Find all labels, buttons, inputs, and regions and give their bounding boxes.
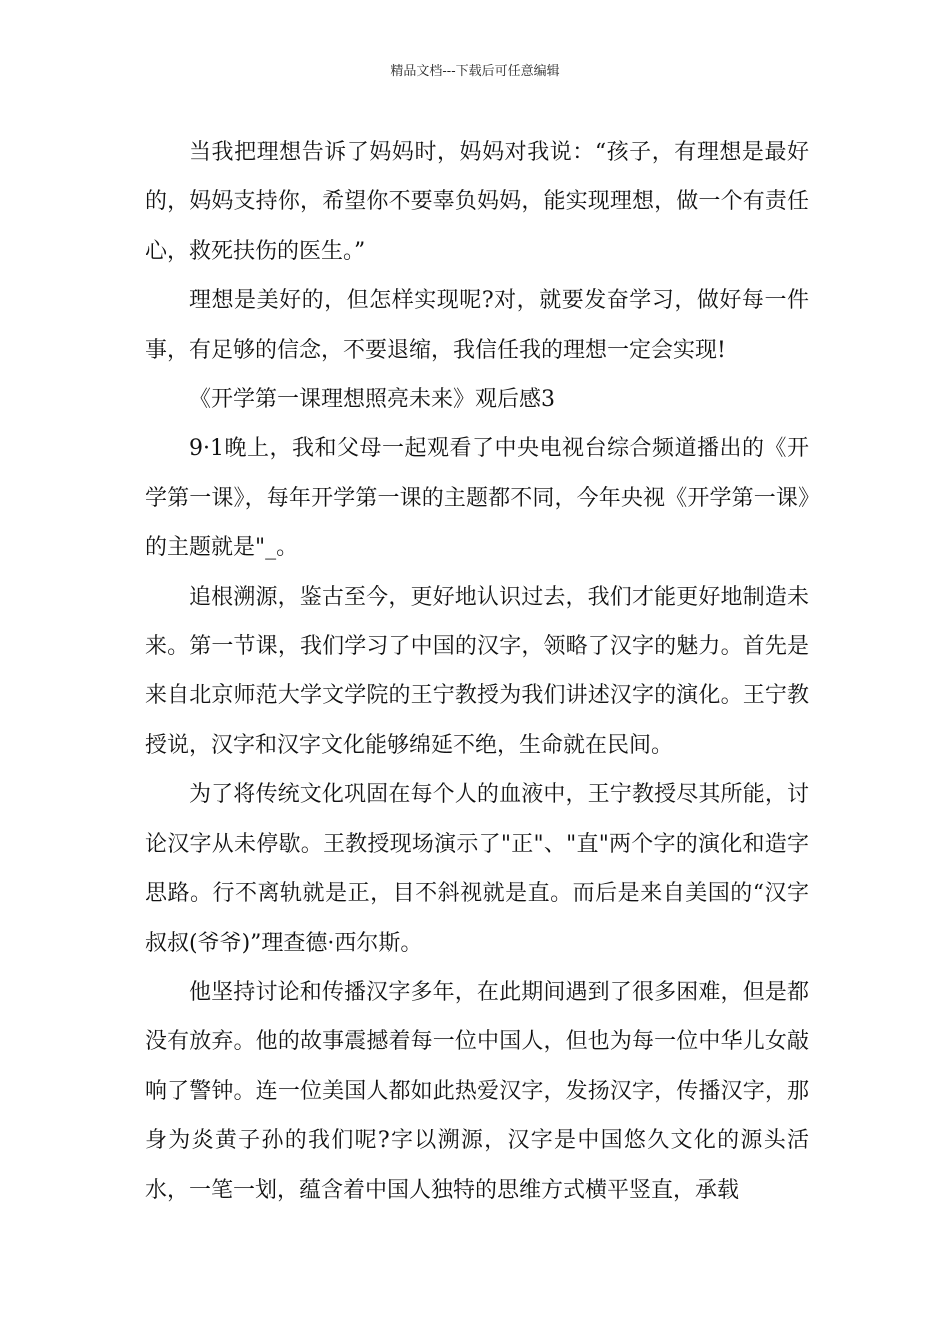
paragraph-professor-wang: 为了将传统文化巩固在每个人的血液中，王宁教授尽其所能，讨论汉字从未停歇。王教授现场演示了"正"、"直"两个字的演化和造字思路。行不离轨就是正，目不斜视就是直。而后是来自美国的“汉字叔叔(爷爷)”理查德·西尔斯。 (145, 782, 809, 956)
paragraph-mother-advice: 当我把理想告诉了妈妈时，妈妈对我说：“孩子，有理想是最好的，妈妈支持你，希望你不要辜负妈妈，能实现理想，做一个有责任心，救死扶伤的医生。” (145, 140, 809, 264)
paragraph-ideal-realization: 理想是美好的，但怎样实现呢?对，就要发奋学习，做好每一件事，有足够的信念，不要退缩，我信任我的理想一定会实现! (145, 288, 809, 363)
document-body (145, 128, 809, 1215)
paragraph-program-intro: 9·1晚上，我和父母一起观看了中央电视台综合频道播出的《开学第一课》，每年开学第一课的主题都不同，今年央视《开学第一课》的主题就是"_。 (145, 436, 809, 561)
section-title: 《开学第一课理想照亮未来》观后感3 (189, 387, 555, 413)
paragraph-richard-sears: 他坚持讨论和传播汉字多年，在此期间遇到了很多困难，但是都没有放弃。他的故事震撼着每一位中国人，但也为每一位中华儿女敲响了警钟。连一位美国人都如此热爱汉字，发扬汉字，传播汉字，那身为炎黄子孙的我们呢?字以溯源，汉字是中国悠久文化的源头活水，一笔一划，蕴含着中国人独特的思维方式横平竖直，承载 (145, 979, 809, 1203)
page-header: 精品文档---下载后可任意编辑 (390, 64, 560, 79)
paragraph-chinese-characters: 追根溯源，鉴古至今，更好地认识过去，我们才能更好地制造未来。第一节课，我们学习了中国的汉字，领略了汉字的魅力。首先是来自北京师范大学文学院的王宁教授为我们讲述汉字的演化。王宁教授说，汉字和汉字文化能够绵延不绝，生命就在民间。 (145, 584, 809, 758)
